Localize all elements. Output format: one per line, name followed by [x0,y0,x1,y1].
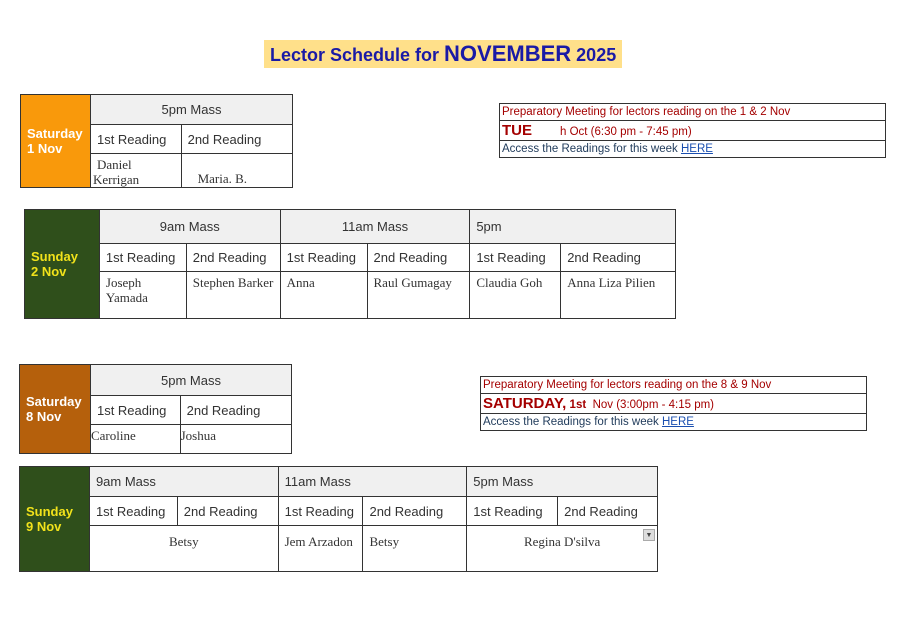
reading-1-header: 1st Reading [467,497,558,526]
day-cell-sat-8 [20,365,91,454]
mass-header-11am: 11am Mass [278,467,467,497]
day-cell-sat-1 [21,95,91,188]
schedule-sat-1-nov [20,94,293,188]
schedule-sat-8-nov [19,364,292,454]
meeting-line: Preparatory Meeting for lectors reading on the 1 & 2 Nov [500,104,886,121]
day-cell-sun-2 [25,210,100,319]
lector-name: Raul Gumagay [367,272,470,319]
reading-2-header: 2nd Reading [367,244,470,272]
lector-name: Betsy [89,526,278,572]
day-cell-sun-9 [20,467,90,572]
mass-header-9am: 9am Mass [99,210,280,244]
day-name: Sunday [31,249,78,264]
reading-1-header: 1st Reading [89,497,177,526]
mass-header-9am: 9am Mass [89,467,278,497]
title-prefix: Lector Schedule for [270,45,445,65]
day-name: Saturday [26,394,82,409]
meeting-line: Preparatory Meeting for lectors reading on the 8 & 9 Nov [481,377,867,394]
lector-name-cell [467,526,658,572]
lector-name: Regina D'silva [523,534,601,549]
meeting-info-1 [499,103,886,158]
lector-name: Stephen Barker [186,272,280,319]
day-name: Sunday [26,504,73,519]
lector-name: Betsy [363,526,467,572]
lector-name: Jem Arzadon [278,526,363,572]
day-name: Saturday [27,126,83,141]
day-date: 2 Nov [31,264,67,279]
reading-1-header: 1st Reading [90,396,180,425]
meeting-day: TUE [502,122,532,139]
lector-name: Joseph Yamada [99,272,186,319]
meeting-days: 8 & 9 Nov [720,379,772,391]
mass-header: 5pm Mass [90,365,291,396]
lector-name: Joshua [180,425,291,454]
meeting-time-row [500,121,886,141]
meeting-day-num: 1st [566,399,587,411]
meeting-time: Nov (3:00pm - 4:15 pm) [586,399,715,411]
meeting-time: h Oct (6:30 pm - 7:45 pm) [560,126,692,138]
reading-1-header: 1st Reading [278,497,363,526]
dropdown-arrow-icon[interactable]: ▼ [643,529,655,541]
lector-name: Caroline [90,425,180,454]
title-year: 2025 [571,45,617,65]
lector-name: Anna Liza Pilien [561,272,676,319]
reading-2-header: 2nd Reading [181,125,292,154]
reading-1-header: 1st Reading [470,244,561,272]
readings-link[interactable]: HERE [661,416,694,428]
mass-header: 5pm Mass [90,95,292,125]
lector-name: Maria. B. [181,154,292,188]
day-date: 8 Nov [26,409,62,424]
lector-name: Daniel Kerrigan [90,154,181,188]
mass-header-5pm: 5pm [470,210,676,244]
day-date: 9 Nov [26,519,62,534]
reading-1-header: 1st Reading [99,244,186,272]
mass-header-11am: 11am Mass [280,210,470,244]
reading-2-header: 2nd Reading [180,396,291,425]
reading-2-header: 2nd Reading [177,497,278,526]
reading-1-header: 1st Reading [280,244,367,272]
day-date: 1 Nov [27,141,63,156]
meeting-day: SATURDAY, [483,395,567,412]
access-readings: Access the Readings for this week HERE [500,141,886,158]
meeting-time-row [481,394,867,414]
lector-name: Anna [280,272,367,319]
reading-2-header: 2nd Reading [558,497,658,526]
reading-1-header: 1st Reading [90,125,181,154]
access-readings: Access the Readings for this week HERE [481,414,867,431]
readings-link[interactable]: HERE [680,143,713,155]
reading-2-header: 2nd Reading [186,244,280,272]
schedule-sun-2-nov [24,209,676,319]
title-month: NOVEMBER [444,41,572,66]
schedule-sun-9-nov [19,466,658,572]
mass-header-5pm: 5pm Mass [467,467,658,497]
reading-2-header: 2nd Reading [363,497,467,526]
meeting-days: 1 & 2 Nov [739,106,791,118]
page-title [264,40,622,68]
lector-name: Claudia Goh [470,272,561,319]
reading-2-header: 2nd Reading [561,244,676,272]
meeting-info-2 [480,376,867,431]
